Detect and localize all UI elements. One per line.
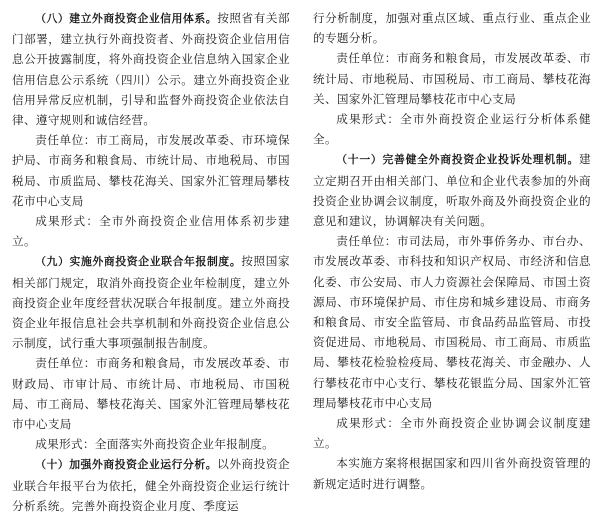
section-9-result: 成果形式：全面落实外商投资企业年报制度。 [35,437,275,452]
left-column [12,8,290,516]
section-8-responsible-units: 责任单位：市工商局，市发展改革委、市环境保护局、市商务和粮食局、市统计局、市地税局、市国税局、市质监局、攀枝花海关、国家外汇管理局攀枝花市中心支局 [12,133,290,208]
closing-statement: 本实施方案将根据国家和四川省外商投资管理的新规定适时进行调整。 [313,456,591,491]
section-8-paragraph [12,8,290,130]
right-column [313,8,591,494]
section-9-body: 按照国家相关部门规定，取消外商投资企业年检制度，建立外商投资企业年度经营状况联合年报制度。建立外商投资企业年报信息社会共享机制和外商投资企业信息公示制度，试行重大事项强制报告制度。 [12,254,290,351]
section-11-result: 成果形式：全市外商投资企业协调会议制度建立。 [313,416,591,451]
section-11-responsible-units: 责任单位：市司法局，市外事侨务办、市台办、市发展改革委、市科技和知识产权局、市经济和信息化委、市公安局、市人力资源社会保障局、市国土资源局、市环境保护局、市住房和城乡建设局、市商务和粮食局、市安全监管局、市食品药品监管局、市投资促进局、市地税局、市国税局、市工商局、市质监局、攀枝花检验检疫局、攀枝花海关、市金融办、人行攀枝花市中心支行、攀枝花银监分局、国家外汇管理局攀枝花市中心支局 [313,234,591,410]
section-8-result: 成果形式：全市外商投资企业信用体系初步建立。 [12,214,290,249]
section-9-paragraph [12,251,290,353]
section-10-body: 以外商投资企业联合年报平台为依托，健全外商投资企业运行统计分析系统。完善外商投资企业月度、季度运 [12,457,290,513]
section-10-heading: （十）加强外商投资企业运行分析。 [35,458,218,472]
section-8-body: 按照省有关部门部署，建立执行外商投资者、外商投资企业信用信息公开披露制度，将外商投资企业信息纳入国家企业信用信息公示系统（四川）公示。建立外商投资企业信用异常反应机制，引导和监督外商投资企业依法自律、遵守规则和诚信经营。 [12,11,290,128]
section-8-heading: （八）建立外商投资企业信用体系。 [35,12,218,25]
section-11-body: 建立定期召开由相关部门、单位和企业代表参加的外商投资企业协调会议制度，听取外商及外商投资企业的意见和建议，协调解决有关问题。 [313,152,591,229]
section-10-paragraph [12,454,290,516]
section-10-continuation: 行分析制度，加强对重点区域、重点行业、重点企业的专题分析。 [313,11,591,46]
section-11-paragraph [313,149,591,231]
section-9-heading: （九）实施外商投资企业联合年报制度。 [35,255,242,269]
section-10-responsible-units: 责任单位：市商务和粮食局，市发展改革委、市统计局、市地税局、市国税局、市工商局、攀枝花海关、国家外汇管理局攀枝花市中心支局 [313,51,591,106]
section-10-result: 成果形式：全市外商投资企业运行分析体系健全。 [313,112,591,147]
section-9-responsible-units: 责任单位：市商务和粮食局，市发展改革委、市财政局、市审计局、市统计局、市地税局、市国税局、市工商局、攀枝花海关、国家外汇管理局攀枝花市中心支局 [12,356,290,432]
section-11-heading: （十一）完善健全外商投资企业投诉处理机制。 [336,153,580,167]
